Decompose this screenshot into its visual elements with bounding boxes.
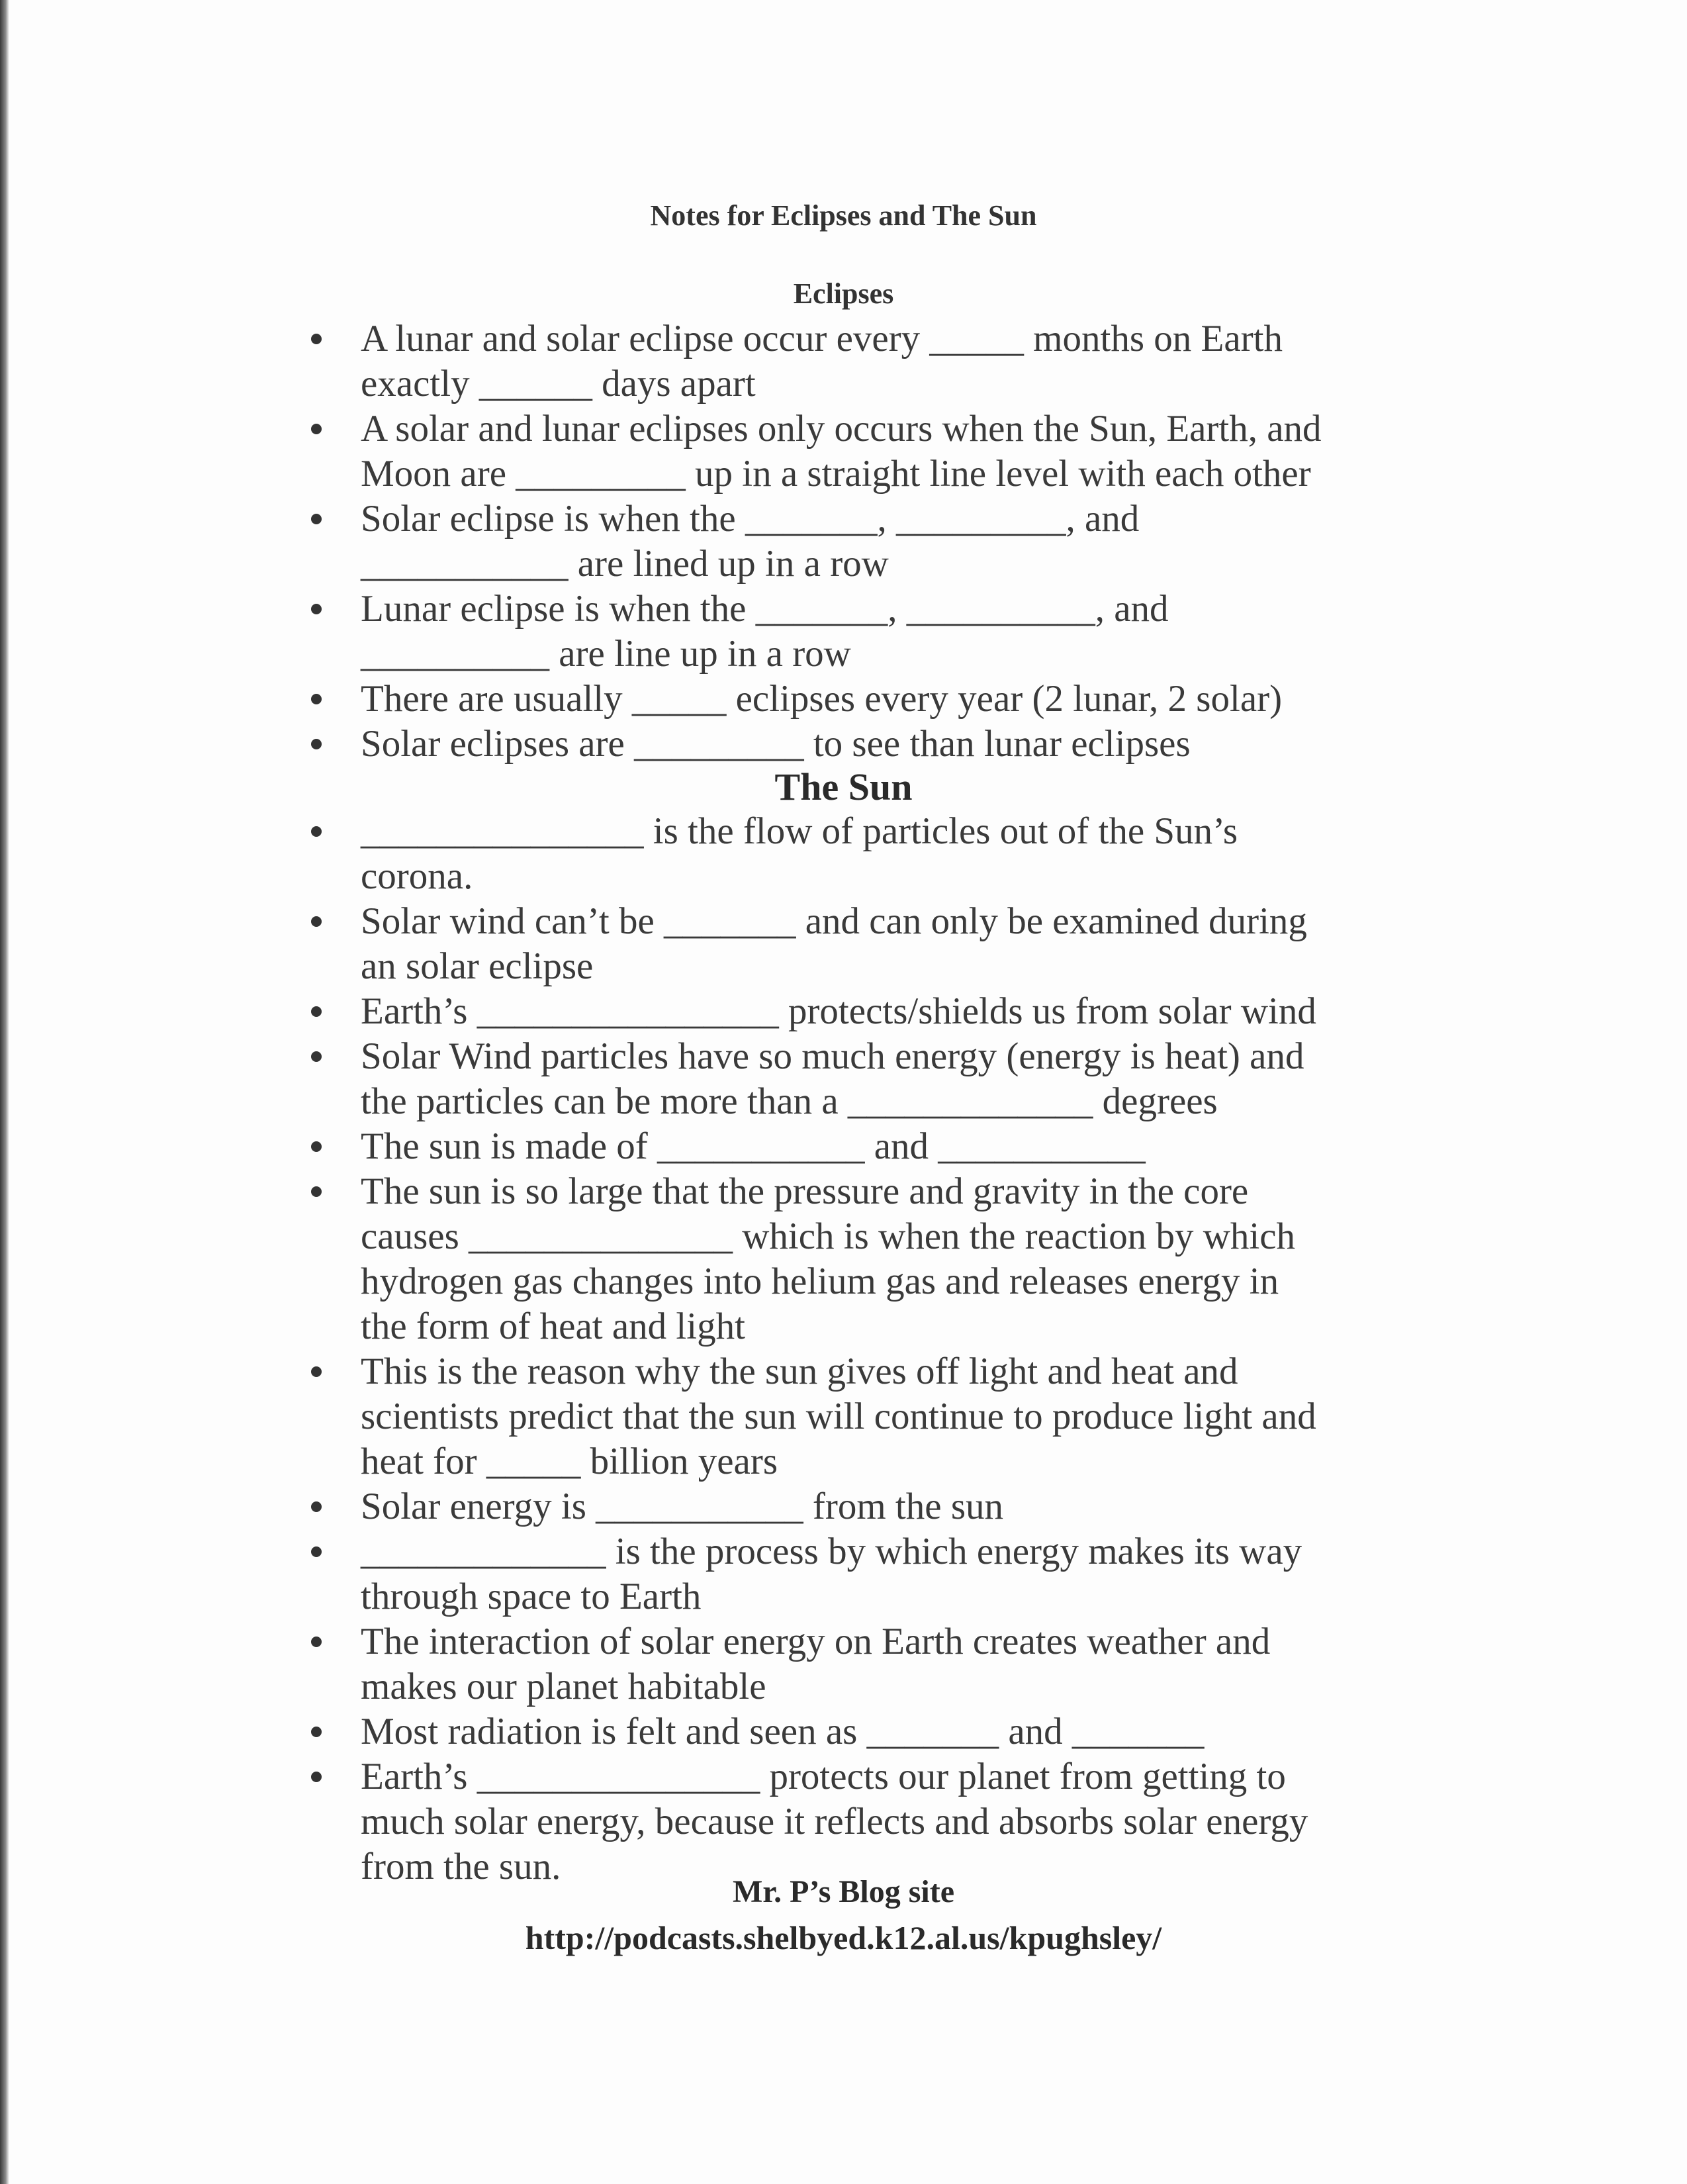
list-item-text-line: the particles can be more than a _____________ degrees xyxy=(361,1080,1218,1122)
list-item-text-line: much solar energy, because it reflects and absorbs solar energy xyxy=(361,1801,1308,1842)
list-item-text-line: Solar eclipse is when the _______, _________, and xyxy=(361,498,1140,540)
blog-site-label: Mr. P’s Blog site xyxy=(732,1874,955,1909)
list-item-text-line: corona. xyxy=(361,855,473,897)
list-item-text-line: Solar wind can’t be _______ and can only be examined during xyxy=(361,900,1307,942)
list-item-text-line: Solar energy is ___________ from the sun xyxy=(361,1486,1004,1527)
list-item-text-line: exactly ______ days apart xyxy=(361,363,756,404)
bullet-dot-icon xyxy=(311,1051,322,1062)
list-item-text-line: This is the reason why the sun gives off light and heat and xyxy=(361,1351,1238,1392)
bullet-dot-icon xyxy=(311,1141,322,1152)
list-item-text-line: Most radiation is felt and seen as _______ and _______ xyxy=(361,1711,1205,1752)
list-item-text-line: A solar and lunar eclipses only occurs when the Sun, Earth, and xyxy=(361,408,1322,450)
list-item-text-line: Earth’s ________________ protects/shields us from solar wind xyxy=(361,990,1316,1032)
list-item xyxy=(0,1754,1486,1889)
list-item-text-line: hydrogen gas changes into helium gas and releases energy in xyxy=(361,1260,1279,1302)
list-item-text-line: The sun is so large that the pressure and gravity in the core xyxy=(361,1170,1249,1212)
blog-site-url: http://podcasts.shelbyed.k12.al.us/kpughsley/ xyxy=(525,1919,1162,1956)
list-item-text-line: Earth’s _______________ protects our planet from getting to xyxy=(361,1756,1286,1797)
list-item-text-line: There are usually _____ eclipses every year (2 lunar, 2 solar) xyxy=(361,678,1283,720)
list-item-text-line: __________ are line up in a row xyxy=(361,633,851,675)
list-item xyxy=(0,1124,1486,1169)
list-item xyxy=(0,587,1486,677)
list-item-text-line: Solar Wind particles have so much energy (energy is heat) and xyxy=(361,1035,1304,1077)
list-item xyxy=(0,1169,1486,1349)
bullet-dot-icon xyxy=(311,1546,322,1557)
list-item-text-line: _______________ is the flow of particles out of the Sun’s xyxy=(361,810,1238,852)
bullet-dot-icon xyxy=(311,424,322,434)
list-item xyxy=(0,406,1486,497)
bullet-dot-icon xyxy=(311,514,322,524)
sun-bullet-list xyxy=(0,809,1687,1889)
list-item-text-line: through space to Earth xyxy=(361,1576,702,1617)
list-item-text-line: from the sun. xyxy=(361,1846,561,1887)
bullet-dot-icon xyxy=(311,916,322,927)
list-item xyxy=(0,1709,1486,1754)
list-item xyxy=(0,1349,1486,1484)
list-item-text-line: A lunar and solar eclipse occur every _____ months on Earth xyxy=(361,318,1283,359)
bullet-dot-icon xyxy=(311,1501,322,1512)
list-item-text-line: The interaction of solar energy on Earth creates weather and xyxy=(361,1621,1271,1662)
list-item-text-line: Solar eclipses are _________ to see than lunar eclipses xyxy=(361,723,1191,765)
list-item xyxy=(0,497,1486,587)
list-item xyxy=(0,1484,1486,1529)
list-item xyxy=(0,1034,1486,1124)
list-item-text-line: ___________ are lined up in a row xyxy=(361,543,889,585)
list-item xyxy=(0,809,1486,899)
bullet-dot-icon xyxy=(311,604,322,614)
list-item xyxy=(0,989,1486,1034)
list-item-text-line: Lunar eclipse is when the _______, __________, and xyxy=(361,588,1169,630)
list-item xyxy=(0,1529,1486,1619)
list-item-text-line: an solar eclipse xyxy=(361,945,594,987)
bullet-dot-icon xyxy=(311,694,322,704)
list-item xyxy=(0,899,1486,989)
bullet-dot-icon xyxy=(311,1637,322,1647)
section-heading-eclipses: Eclipses xyxy=(793,277,894,310)
bullet-dot-icon xyxy=(311,1772,322,1782)
list-item-text-line: The sun is made of ___________ and ___________ xyxy=(361,1125,1146,1167)
section-heading-the-sun: The Sun xyxy=(774,765,913,808)
bullet-dot-icon xyxy=(311,1727,322,1737)
bullet-dot-icon xyxy=(311,1006,322,1017)
list-item-text-line: _____________ is the process by which energy makes its way xyxy=(361,1531,1302,1572)
list-item xyxy=(0,722,1486,767)
bullet-dot-icon xyxy=(311,1186,322,1197)
list-item-text-line: makes our planet habitable xyxy=(361,1666,766,1707)
list-item-text-line: heat for _____ billion years xyxy=(361,1441,778,1482)
list-item-text-line: the form of heat and light xyxy=(361,1306,745,1347)
eclipses-bullet-list xyxy=(0,316,1687,767)
list-item xyxy=(0,1619,1486,1709)
list-item-text-line: causes ______________ which is when the reaction by which xyxy=(361,1215,1296,1257)
document-title: Notes for Eclipses and The Sun xyxy=(650,199,1037,232)
bullet-dot-icon xyxy=(311,826,322,837)
bullet-dot-icon xyxy=(311,334,322,344)
bullet-dot-icon xyxy=(311,1366,322,1377)
list-item xyxy=(0,316,1486,406)
list-item xyxy=(0,677,1486,722)
bullet-dot-icon xyxy=(311,739,322,749)
list-item-text-line: scientists predict that the sun will continue to produce light and xyxy=(361,1396,1316,1437)
list-item-text-line: Moon are _________ up in a straight line level with each other xyxy=(361,453,1311,495)
